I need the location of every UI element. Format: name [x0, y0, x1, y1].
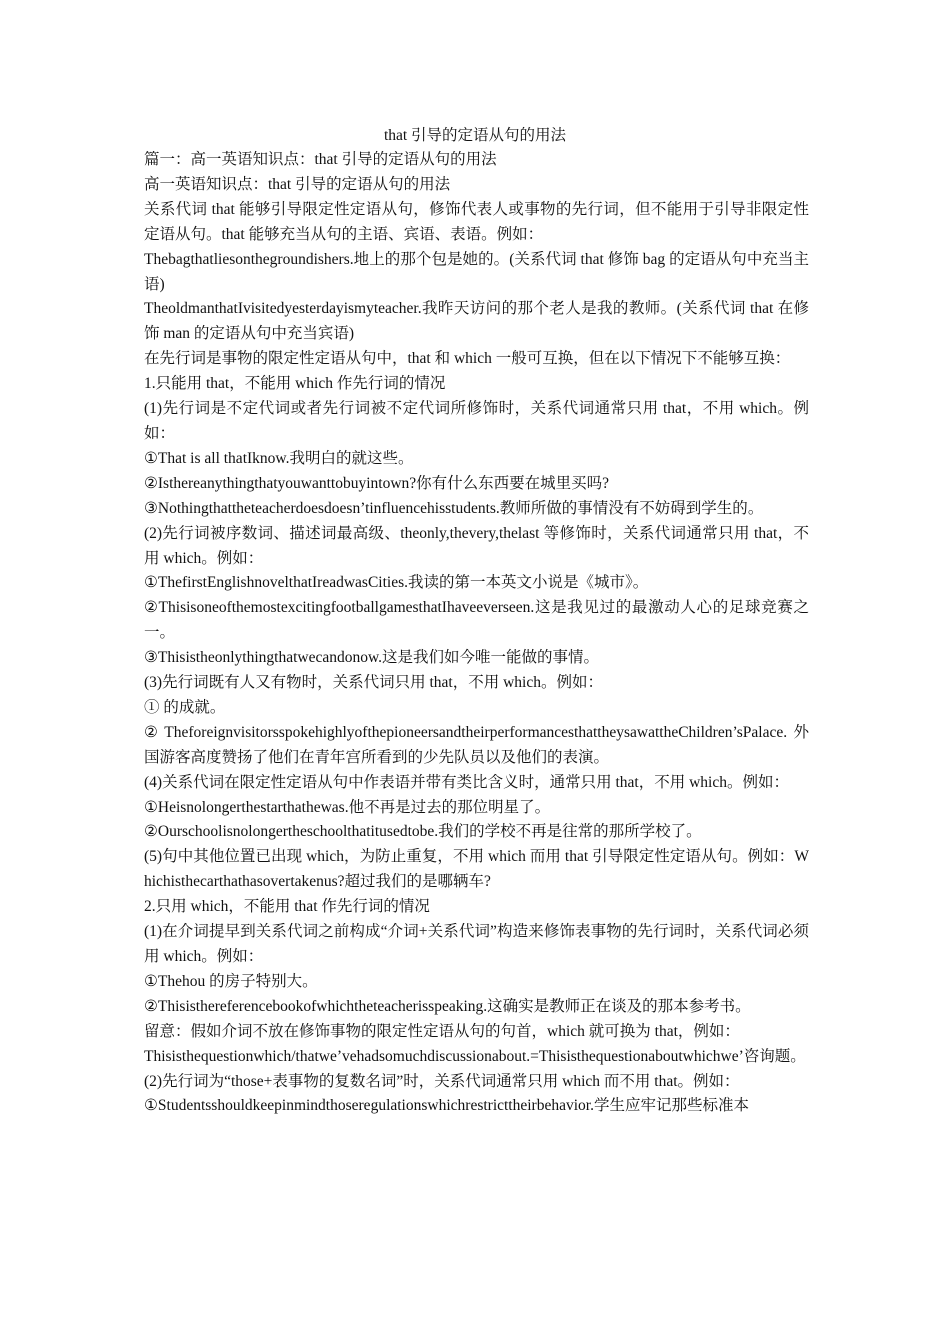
document-body [144, 148, 809, 1119]
paragraph: 高一英语知识点：that 引导的定语从句的用法 [144, 175, 451, 193]
document-title: that 引导的定语从句的用法 [383, 127, 567, 144]
paragraph: 留意：假如介词不放在修饰事物的限定性定语从句的句首，which 就可换为 that，例如： [144, 1022, 740, 1040]
paragraph: ③Nothingthattheteacherdoesdoesn’tinfluencehisstudents.教师所做的事情没有不妨碍到学生的。 [144, 499, 764, 517]
paragraph: 篇一：高一英语知识点：that 引导的定语从句的用法 [144, 151, 497, 168]
paragraph: (2)先行词为“those+表事物的复数名词”时，关系代词通常只用 which 而不用 that。例如： [144, 1072, 740, 1090]
paragraph: (3)先行词既有人又有物时，关系代词只用 that，不用 which。例如： [144, 674, 603, 692]
paragraph: ①Heisnolongerthestarthathewas.他不再是过去的那位明星了。 [144, 798, 551, 816]
paragraph: ③Thisistheonlythingthatwecandonow.这是我们如今唯一能做的事情。 [144, 649, 600, 667]
paragraph: ②TheforeignvisitorsspokehighlyofthepioneersandtheirperformancesthattheysawattheChildren’sPalace.外国游客高度赞扬了他们在青年宫所看到的少先队员以及他们的表演。 [144, 723, 809, 766]
paragraph: 1.只能用 that，不能用 which 作先行词的情况 [144, 375, 446, 393]
paragraph: (5)句中其他位置已出现 which，为防止重复，不用 which 而用 that 引导限定性定语从句。例如：Whichisthecarthathasovertakenus?超过我们的是哪辆车? [144, 848, 809, 891]
paragraph: 关系代词 that 能够引导限定性定语从句，修饰代表人或事物的先行词，但不能用于引导非限定性定语从句。that 能够充当从句的主语、宾语、表语。例如： [144, 200, 809, 243]
paragraph: (1)先行词是不定代词或者先行词被不定代词所修饰时，关系代词通常只用 that，不用 which。例如： [144, 400, 809, 442]
paragraph: (4)关系代词在限定性定语从句中作表语并带有类比含义时，通常只用 that，不用 which。例如： [144, 773, 789, 791]
paragraph: ①That is all thatIknow.我明白的就这些。 [144, 449, 414, 467]
paragraph: ②Ourschoolisnolongertheschoolthatitusedtobe.我们的学校不再是往常的那所学校了。 [144, 823, 702, 841]
paragraph: ① 的成就。 [144, 698, 226, 716]
paragraph: (1)在介词提早到关系代词之前构成“介词+关系代词”构造来修饰表事物的先行词时，关系代词必须用 which。例如： [144, 923, 809, 965]
paragraph: 在先行词是事物的限定性定语从句中，that 和 which 一般可互换，但在以下情况下不能够互换： [144, 350, 791, 368]
paragraph: Thebagthatliesonthegroundishers.地上的那个包是她的。(关系代词 that 修饰 bag 的定语从句中充当主语) [144, 250, 809, 293]
paragraph: Thisisthequestionwhich/thatwe’vehadsomuchdiscussionabout.=Thisisthequestionaboutwhichwe’咨询题。 [144, 1047, 806, 1065]
paragraph: ①ThefirstEnglishnovelthatIreadwasCities.我读的第一本英文小说是《城市》。 [144, 574, 649, 592]
paragraph: (2)先行词被序数词、描述词最高级、theonly,thevery,thelast 等修饰时，关系代词通常只用 that，不用 which。例如： [144, 524, 809, 567]
paragraph: ②ThisisoneofthemostexcitingfootballgamesthatIhaveeverseen.这是我见过的最激动人心的足球竞赛之一。 [144, 599, 809, 642]
paragraph: ①Thehou 的房子特别大。 [144, 972, 318, 990]
paragraph: TheoldmanthatIvisitedyesterdayismyteacher.我昨天访问的那个老人是我的教师。(关系代词 that 在修饰 man 的定语从句中充当宾语) [144, 300, 809, 343]
paragraph: ②Thisisthereferencebookofwhichtheteacherisspeaking.这确实是教师正在谈及的那本参考书。 [144, 997, 751, 1015]
paragraph: 2.只用 which，不能用 that 作先行词的情况 [144, 898, 430, 916]
paragraph: ①Studentsshouldkeepinmindthoseregulationswhichrestricttheirbehavior.学生应牢记那些标准本 [144, 1097, 749, 1115]
paragraph: ②Isthereanythingthatyouwanttobuyintown?你有什么东西要在城里买吗? [144, 474, 610, 492]
